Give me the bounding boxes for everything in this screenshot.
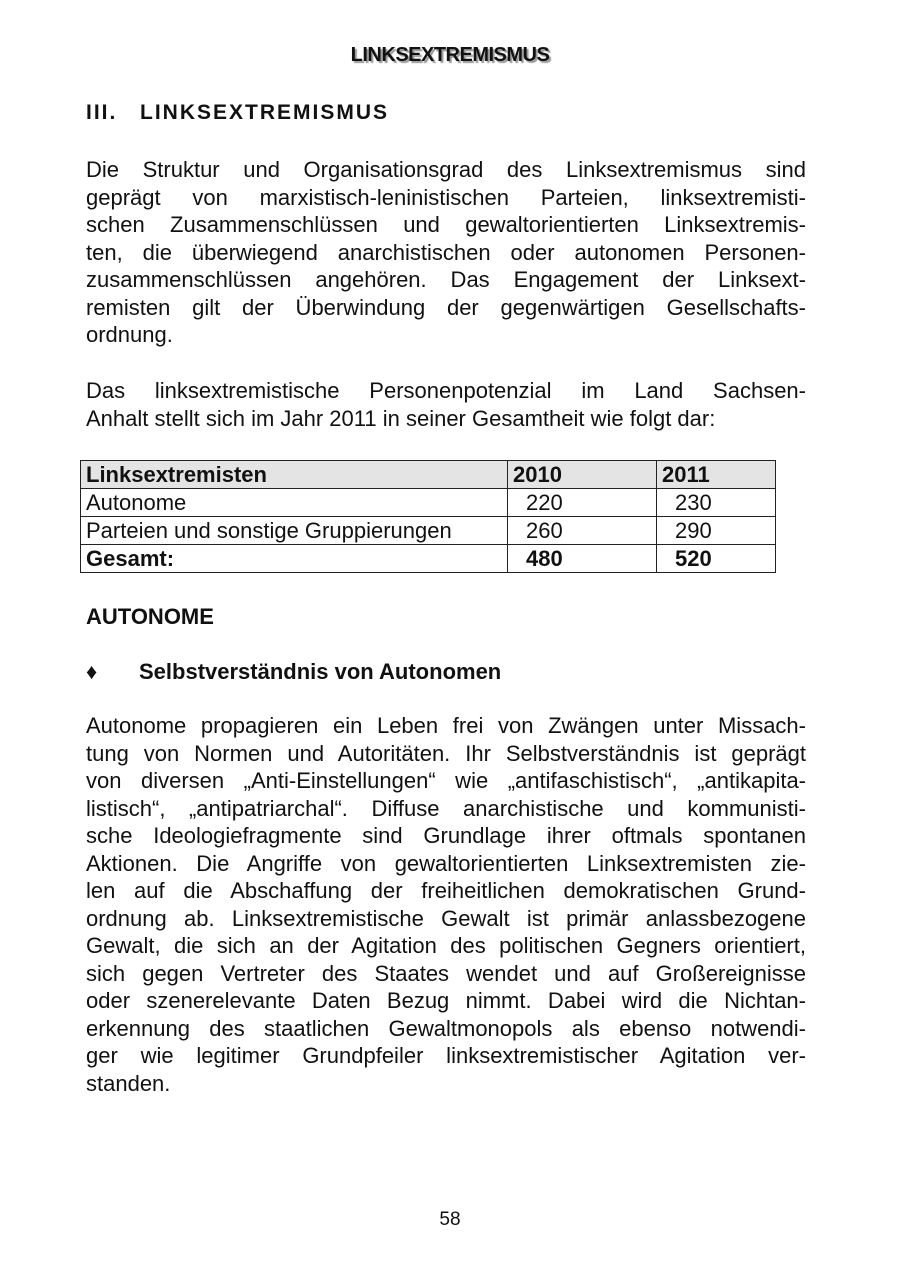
bullet-heading bbox=[86, 659, 501, 685]
text-line: schen Zusammenschlüssen und gewaltorientierten Linksextremis- bbox=[86, 212, 806, 237]
text-line: ordnung ab. Linksextremistische Gewalt ist primär anlassbezogene bbox=[86, 905, 806, 931]
personenpotenzial-table bbox=[80, 460, 776, 573]
text-line: ten, die überwiegend anarchistischen oder autonomen Personen- bbox=[86, 239, 806, 265]
table-cell: Gesamt: bbox=[81, 545, 508, 573]
table-cell: Autonome bbox=[81, 489, 508, 517]
diamond-bullet-icon: ♦ bbox=[86, 659, 98, 684]
text-line: von diversen „Anti-Einstellungen“ wie „antifaschistisch“, „antikapita- bbox=[86, 768, 806, 793]
text-line: len auf die Abschaffung der freiheitlichen demokratischen Grund- bbox=[86, 878, 806, 903]
text-line: ger wie legitimer Grundpfeiler linksextremistischer Agitation ver- bbox=[86, 1043, 806, 1068]
table-cell: 290 bbox=[657, 517, 776, 545]
text-line: tung von Normen und Autoritäten. Ihr Selbstverständnis ist geprägt bbox=[86, 740, 806, 766]
text-line: Anhalt stellt sich im Jahr 2011 in seiner Gesamtheit wie folgt dar: bbox=[86, 405, 716, 431]
text-line: erkennung des staatlichen Gewaltmonopols als ebenso notwendi- bbox=[86, 1015, 806, 1041]
bullet-title: Selbstverständnis von Autonomen bbox=[139, 659, 502, 684]
text-line: Autonome propagieren ein Leben frei von Zwängen unter Missach- bbox=[86, 713, 806, 738]
section-heading bbox=[86, 101, 389, 125]
page-number: 58 bbox=[439, 1209, 461, 1230]
running-header: LINKSEXTREMISMUS bbox=[350, 44, 550, 66]
table-cell: 520 bbox=[657, 545, 776, 573]
text-line: Aktionen. Die Angriffe von gewaltorientierten Linksextremisten zie- bbox=[86, 850, 806, 876]
text-line: Gewalt, die sich an der Agitation des politischen Gegners orientiert, bbox=[86, 933, 806, 958]
text-line: standen. bbox=[86, 1070, 171, 1096]
section-number: III. bbox=[86, 101, 118, 124]
table-row bbox=[81, 489, 776, 517]
table-cell: 480 bbox=[508, 545, 657, 573]
text-line: sche Ideologiefragmente sind Grundlage ihrer oftmals spontanen bbox=[86, 823, 806, 848]
table-total-row bbox=[81, 545, 776, 573]
text-line: remisten gilt der Überwindung der gegenwärtigen Gesellschafts- bbox=[86, 294, 806, 320]
table-cell: 260 bbox=[508, 517, 657, 545]
section-title: LINKSEXTREMISMUS bbox=[140, 101, 390, 124]
header-cell: 2010 bbox=[508, 461, 657, 489]
intro-paragraph bbox=[86, 156, 806, 349]
table-cell: Parteien und sonstige Gruppierungen bbox=[81, 517, 508, 545]
text-line: zusammenschlüssen angehören. Das Engagement der Linksext- bbox=[86, 267, 806, 292]
text-line: listisch“, „antipatriarchal“. Diffuse anarchistische und kommunisti- bbox=[86, 795, 806, 821]
potential-paragraph bbox=[86, 377, 806, 432]
text-line: Die Struktur und Organisationsgrad des Linksextremismus sind bbox=[86, 157, 806, 182]
text-line: sich gegen Vertreter des Staates wendet und auf Großereignisse bbox=[86, 960, 806, 986]
table-header-row bbox=[81, 461, 776, 489]
text-line: geprägt von marxistisch-leninistischen Parteien, linksextremisti- bbox=[86, 184, 806, 210]
table-cell: 230 bbox=[657, 489, 776, 517]
text-line: Das linksextremistische Personenpotenzial im Land Sachsen- bbox=[86, 378, 806, 403]
header-cell: 2011 bbox=[657, 461, 776, 489]
text-line: ordnung. bbox=[86, 322, 173, 347]
subheading: AUTONOME bbox=[86, 604, 214, 629]
autonome-paragraph bbox=[86, 712, 806, 1097]
text-line: oder szenerelevante Daten Bezug nimmt. Dabei wird die Nichtan- bbox=[86, 988, 806, 1013]
header-cell: Linksextremisten bbox=[81, 461, 508, 489]
table-row bbox=[81, 517, 776, 545]
table-cell: 220 bbox=[508, 489, 657, 517]
